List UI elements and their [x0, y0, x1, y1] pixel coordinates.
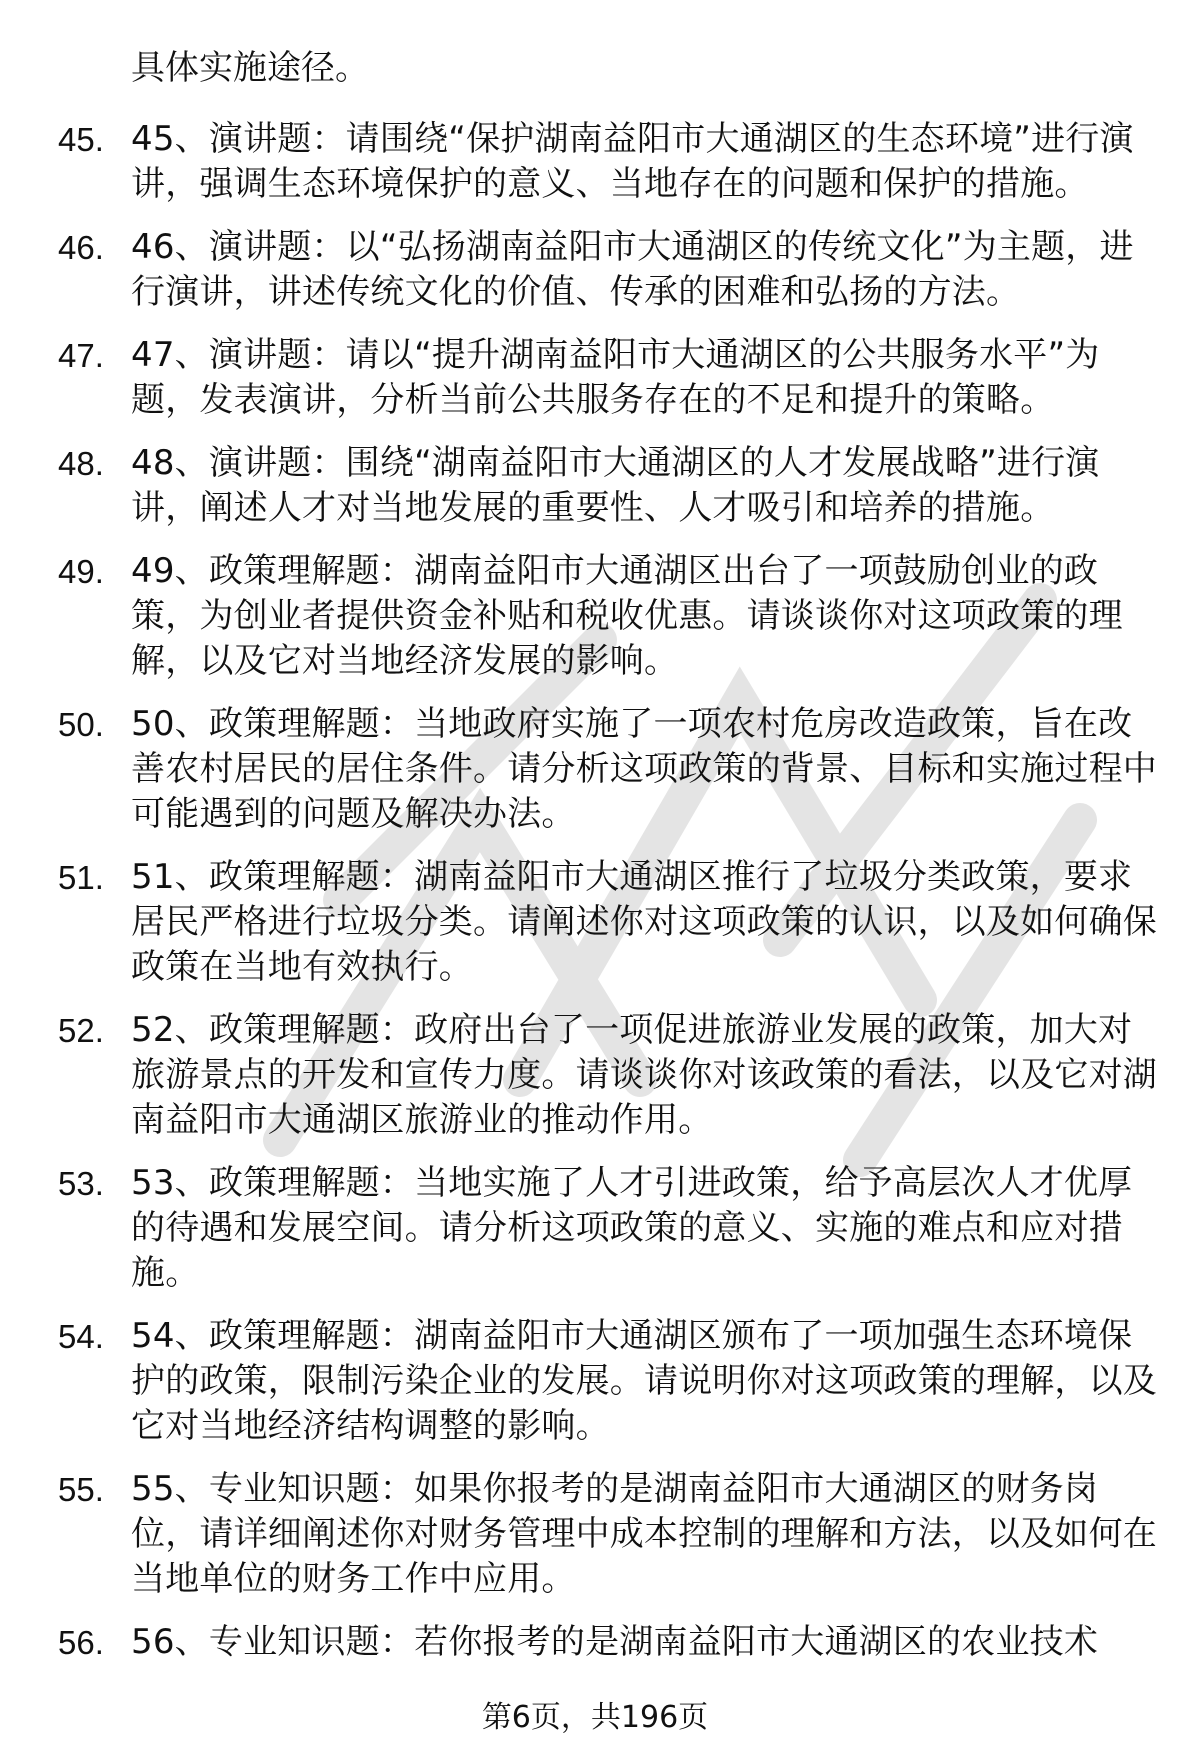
- list-item: [0, 1467, 1190, 1602]
- item-number: 55.: [58, 1471, 104, 1508]
- list-item: [0, 1314, 1190, 1449]
- item-number: 46.: [58, 229, 104, 266]
- list-item: [0, 225, 1190, 315]
- list-item: [0, 333, 1190, 423]
- list-item: [0, 855, 1190, 990]
- item-text: 53、政策理解题：当地实施了人才引进政策，给予高层次人才优厚的待遇和发展空间。请分析这项政策的意义、实施的难点和应对措施。: [131, 1163, 1133, 1293]
- item-text: 51、政策理解题：湖南益阳市大通湖区推行了垃圾分类政策，要求居民严格进行垃圾分类。请阐述你对这项政策的认识，以及如何确保政策在当地有效执行。: [131, 857, 1157, 987]
- list-item: [0, 117, 1190, 207]
- item-number: 54.: [58, 1318, 104, 1355]
- question-list: [0, 117, 1190, 1683]
- list-item: [0, 549, 1190, 684]
- item-text: 54、政策理解题：湖南益阳市大通湖区颁布了一项加强生态环境保护的政策，限制污染企业的发展。请说明你对这项政策的理解，以及它对当地经济结构调整的影响。: [131, 1316, 1157, 1446]
- list-item: [0, 702, 1190, 837]
- item-text: 48、演讲题：围绕“湖南益阳市大通湖区的人才发展战略”进行演讲，阐述人才对当地发展的重要性、人才吸引和培养的措施。: [131, 443, 1100, 528]
- item-text: 45、演讲题：请围绕“保护湖南益阳市大通湖区的生态环境”进行演讲，强调生态环境保护的意义、当地存在的问题和保护的措施。: [131, 119, 1134, 204]
- item-number: 45.: [58, 121, 104, 158]
- item-number: 50.: [58, 706, 104, 743]
- item-text: 55、专业知识题：如果你报考的是湖南益阳市大通湖区的财务岗位，请详细阐述你对财务管理中成本控制的理解和方法，以及如何在当地单位的财务工作中应用。: [131, 1469, 1157, 1599]
- item-number: 56.: [58, 1624, 104, 1661]
- item-number: 51.: [58, 859, 104, 896]
- item-number: 53.: [58, 1165, 104, 1202]
- list-item: [0, 441, 1190, 531]
- item-number: 49.: [58, 553, 104, 590]
- list-item: [0, 1161, 1190, 1296]
- list-item: [0, 1008, 1190, 1143]
- list-item: [0, 1620, 1190, 1665]
- page-footer: 第6页，共196页: [481, 1700, 709, 1735]
- continuation-text: 具体实施途径。: [131, 48, 369, 88]
- item-text: 49、政策理解题：湖南益阳市大通湖区出台了一项鼓励创业的政策，为创业者提供资金补贴和税收优惠。请谈谈你对这项政策的理解，以及它对当地经济发展的影响。: [131, 551, 1123, 681]
- item-text: 50、政策理解题：当地政府实施了一项农村危房改造政策，旨在改善农村居民的居住条件。请分析这项政策的背景、目标和实施过程中可能遇到的问题及解决办法。: [131, 704, 1157, 834]
- item-text: 52、政策理解题：政府出台了一项促进旅游业发展的政策，加大对旅游景点的开发和宣传力度。请谈谈你对该政策的看法，以及它对湖南益阳市大通湖区旅游业的推动作用。: [131, 1010, 1157, 1140]
- item-text: 46、演讲题：以“弘扬湖南益阳市大通湖区的传统文化”为主题，进行演讲，讲述传统文化的价值、传承的困难和弘扬的方法。: [131, 227, 1134, 312]
- item-number: 47.: [58, 337, 104, 374]
- item-number: 48.: [58, 445, 104, 482]
- item-text: 56、专业知识题：若你报考的是湖南益阳市大通湖区的农业技术: [131, 1622, 1099, 1662]
- item-text: 47、演讲题：请以“提升湖南益阳市大通湖区的公共服务水平”为题，发表演讲，分析当前公共服务存在的不足和提升的策略。: [131, 335, 1100, 420]
- item-number: 52.: [58, 1012, 104, 1049]
